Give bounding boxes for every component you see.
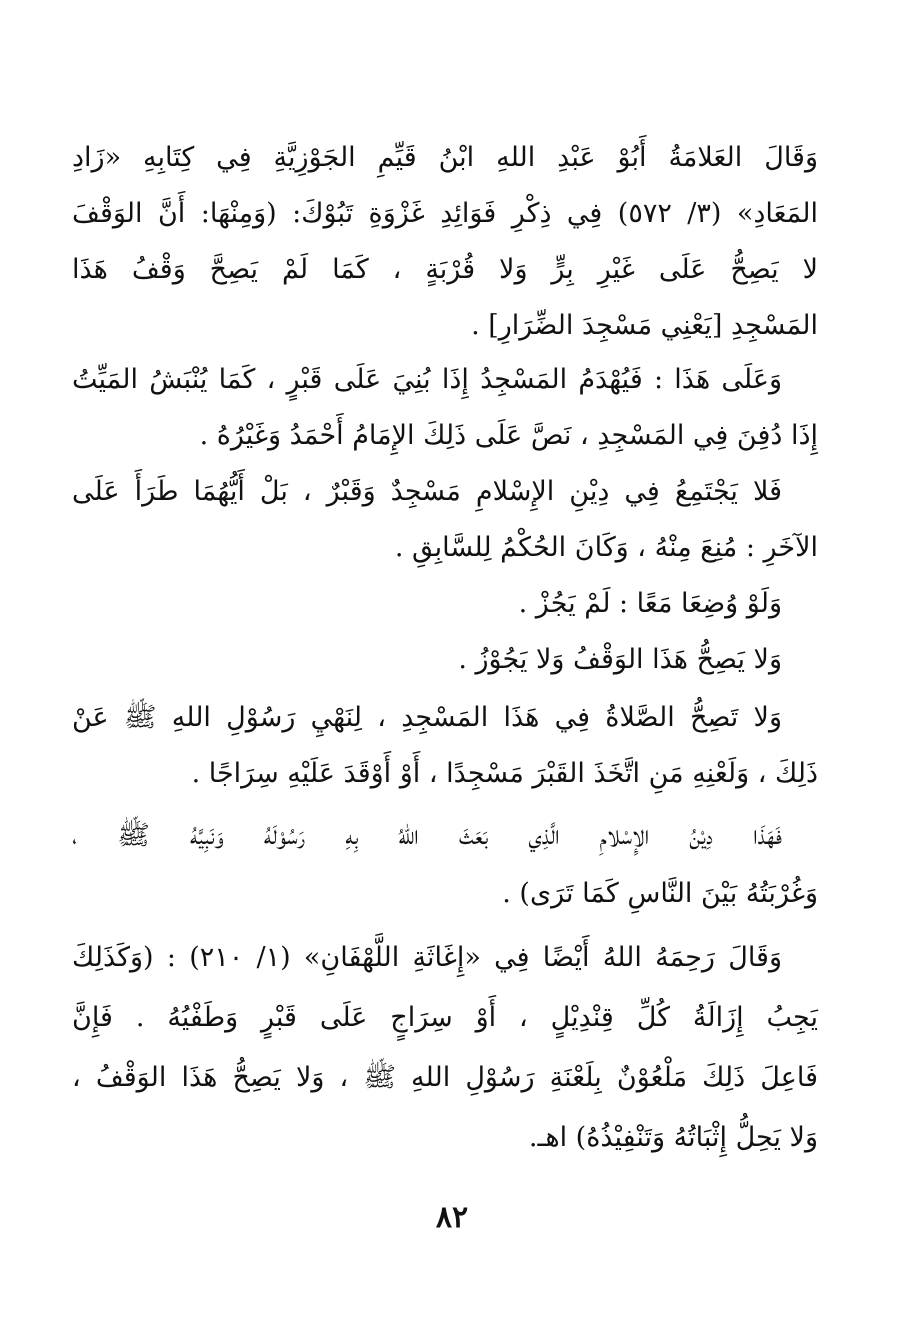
text-line-5: وَعَلَى هَذَا : فَيُهْدَمُ المَسْجِدُ إِذَا بُنِيَ عَلَى قَبْرٍ ، كَمَا يُنْبَشُ المَيِّتُ: [72, 364, 782, 395]
text-line-11: وَلا تَصِحُّ الصَّلاةُ فِي هَذَا المَسْجِدِ ، لِنَهْيِ رَسُوْلِ اللهِ ﷺ عَنْ: [72, 702, 782, 733]
text-line-7: فَلا يَجْتَمِعُ فِي دِيْنِ الإِسْلامِ مَسْجِدٌ وَقَبْرٌ ، بَلْ أَيُّهُمَا طَرَأَ عَلَى: [72, 476, 782, 507]
page-number: ٨٢: [435, 1200, 469, 1235]
text-line-13: فَهَذَا دِيْنُ الإِسْلامِ الَّذِي بَعَثَ اللهُ بِهِ رَسُوْلَهُ وَنَبِيَّهُ ﷺ ،: [72, 820, 782, 851]
text-line-15: وَقَالَ رَحِمَهُ اللهُ أَيْضًا فِي «إِغَاثَةِ اللَّهْفَانِ» (١/ ٢١٠) : (وَكَذَلِكَ: [72, 942, 782, 973]
text-line-8: الآخَرِ : مُنِعَ مِنْهُ ، وَكَانَ الحُكْمُ لِلسَّابِقِ .: [394, 532, 818, 563]
text-line-18: وَلا يَحِلُّ إِثْبَاتُهُ وَتَنْفِيْذُهُ) اهـ.: [528, 1122, 818, 1153]
text-line-16: يَجِبُ إِزَالَةُ كُلِّ قِنْدِيْلٍ ، أَوْ سِرَاجٍ عَلَى قَبْرٍ وَطَفْيُهُ . فَإِنَّ: [72, 1002, 818, 1033]
text-line-14: وَغُرْبَتُهُ بَيْنَ النَّاسِ كَمَا تَرَى) .: [502, 878, 818, 909]
text-line-9: وَلَوْ وُضِعَا مَعًا : لَمْ يَجُزْ .: [518, 588, 782, 619]
text-line-10: وَلا يَصِحُّ هَذَا الوَقْفُ وَلا يَجُوْزُ .: [458, 644, 782, 675]
text-line-6: إِذَا دُفِنَ فِي المَسْجِدِ ، نَصَّ عَلَى ذَلِكَ الإِمَامُ أَحْمَدُ وَغَيْرُهُ .: [199, 420, 818, 451]
text-line-17: فَاعِلَ ذَلِكَ مَلْعُوْنٌ بِلَعْنَةِ رَسُوْلِ اللهِ ﷺ ، وَلا يَصِحُّ هَذَا الوَقْفُ ،: [72, 1062, 818, 1093]
text-line-12: ذَلِكَ ، وَلَعْنِهِ مَنِ اتَّخَذَ القَبْرَ مَسْجِدًا ، أَوْ أَوْقَدَ عَلَيْهِ سِرَاجًا .: [191, 758, 818, 789]
text-line-3: لا يَصِحُّ عَلَى غَيْرِ بِرٍّ وَلا قُرْبَةٍ ، كَمَا لَمْ يَصِحَّ وَقْفُ هَذَا: [72, 254, 818, 285]
text-line-2: المَعَادِ» (٣/ ٥٧٢) فِي ذِكْرِ فَوَائِدِ غَزْوَةِ تَبُوْكَ: (وَمِنْهَا: أَنَّ الوَقْفَ: [72, 198, 819, 229]
text-line-4: المَسْجِدِ [يَعْنِي مَسْجِدَ الضِّرَارِ] .: [471, 310, 818, 341]
text-line-1: وَقَالَ العَلامَةُ أَبُوْ عَبْدِ اللهِ ابْنُ قَيِّمِ الجَوْزِيَّةِ فِي كِتَابِهِ «زَادِ: [72, 142, 818, 173]
